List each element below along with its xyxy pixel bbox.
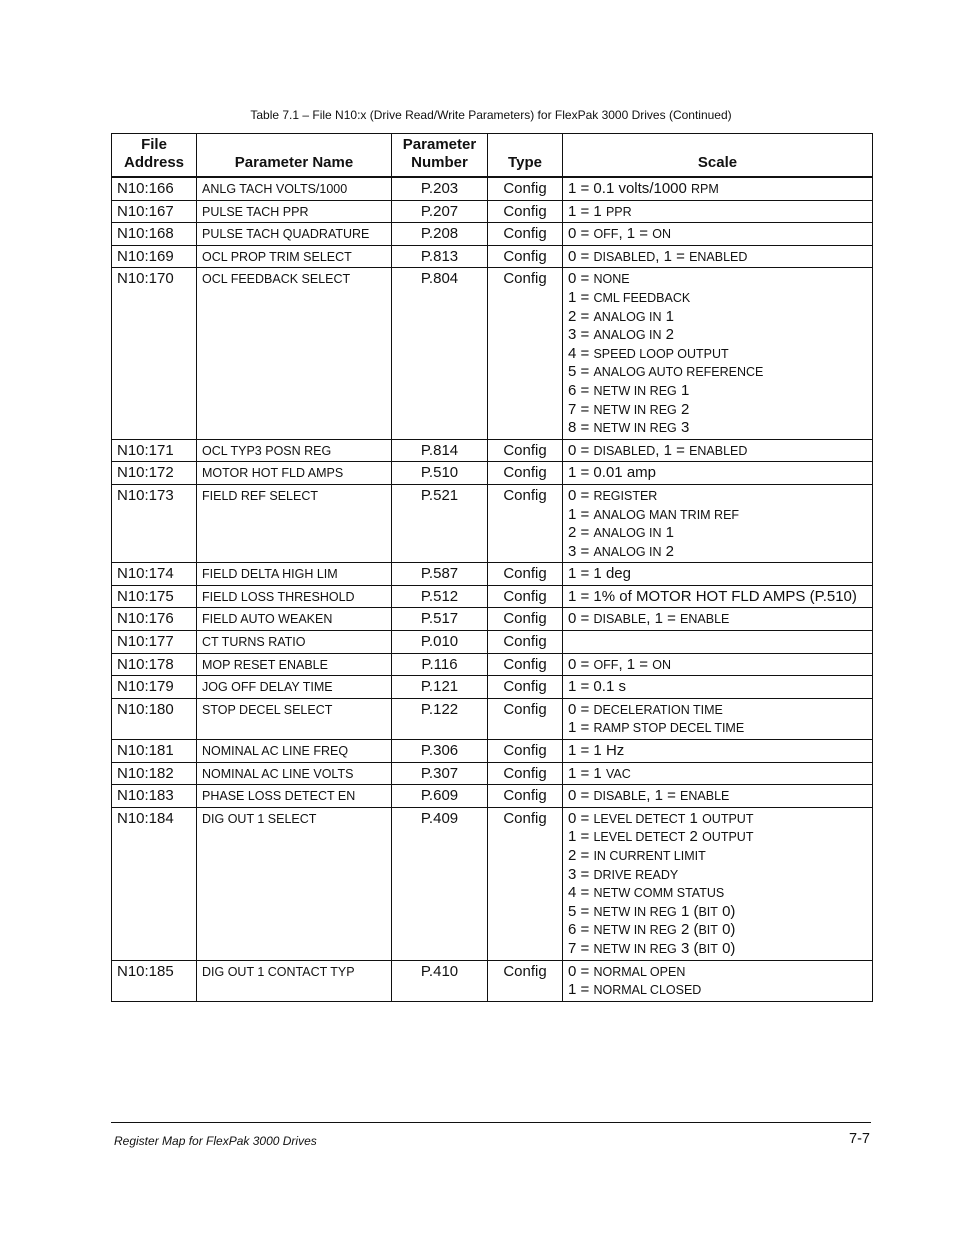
cell-parameter-name: PHASE LOSS DETECT EN xyxy=(197,785,392,808)
table-row xyxy=(112,268,873,439)
header-type: Type xyxy=(488,134,563,178)
cell-parameter-number: P.122 xyxy=(392,698,488,739)
cell-scale xyxy=(563,200,873,223)
scale-line: 2 = IN CURRENT LIMIT xyxy=(568,847,706,864)
cell-parameter-name: FIELD DELTA HIGH LIM xyxy=(197,563,392,586)
cell-scale xyxy=(563,462,873,485)
table-row xyxy=(112,653,873,676)
cell-file-address: N10:181 xyxy=(112,740,197,763)
cell-parameter-name: JOG OFF DELAY TIME xyxy=(197,676,392,699)
cell-parameter-number: P.306 xyxy=(392,740,488,763)
scale-line: 4 = SPEED LOOP OUTPUT xyxy=(568,344,729,362)
table-row xyxy=(112,698,873,739)
cell-file-address: N10:170 xyxy=(112,268,197,439)
cell-type: Config xyxy=(488,676,563,699)
cell-type: Config xyxy=(488,200,563,223)
cell-type: Config xyxy=(488,960,563,1001)
cell-file-address: N10:166 xyxy=(112,177,197,200)
cell-type: Config xyxy=(488,439,563,462)
cell-file-address: N10:183 xyxy=(112,785,197,808)
cell-scale xyxy=(563,762,873,785)
cell-scale xyxy=(563,484,873,562)
parameters-table xyxy=(111,133,873,1002)
page-number: 7-7 xyxy=(849,1131,870,1147)
cell-parameter-number: P.587 xyxy=(392,563,488,586)
cell-parameter-number: P.208 xyxy=(392,223,488,246)
cell-type: Config xyxy=(488,177,563,200)
cell-parameter-number: P.609 xyxy=(392,785,488,808)
cell-parameter-number: P.010 xyxy=(392,631,488,654)
scale-line: 0 = OFF, 1 = ON xyxy=(568,655,671,673)
cell-file-address: N10:179 xyxy=(112,676,197,699)
cell-parameter-number: P.203 xyxy=(392,177,488,200)
cell-scale xyxy=(563,439,873,462)
cell-parameter-number: P.814 xyxy=(392,439,488,462)
scale-line: 8 = NETW IN REG 3 xyxy=(568,419,690,437)
cell-file-address: N10:184 xyxy=(112,807,197,960)
cell-file-address: N10:171 xyxy=(112,439,197,462)
cell-type: Config xyxy=(488,223,563,246)
scale-line: 5 = ANALOG AUTO REFERENCE xyxy=(568,363,764,381)
cell-scale xyxy=(563,223,873,246)
cell-parameter-name: OCL FEEDBACK SELECT xyxy=(197,268,392,439)
table-row xyxy=(112,585,873,608)
cell-scale xyxy=(563,676,873,699)
scale-line: 1 = 1 deg xyxy=(568,565,631,583)
table-row xyxy=(112,676,873,699)
scale-line: 0 = DISABLED, 1 = ENABLED xyxy=(568,441,748,459)
cell-type: Config xyxy=(488,268,563,439)
cell-parameter-name: PULSE TACH QUADRATURE xyxy=(197,223,392,246)
cell-parameter-number: P.512 xyxy=(392,585,488,608)
scale-line: 6 = NETW IN REG 1 xyxy=(568,381,690,399)
footer-divider xyxy=(111,1122,871,1123)
table-row xyxy=(112,563,873,586)
header-file-address: File Address xyxy=(112,134,197,178)
cell-type: Config xyxy=(488,653,563,676)
cell-parameter-number: P.409 xyxy=(392,807,488,960)
cell-parameter-number: P.116 xyxy=(392,653,488,676)
footer-title: Register Map for FlexPak 3000 Drives xyxy=(114,1134,317,1148)
table-row xyxy=(112,223,873,246)
cell-file-address: N10:182 xyxy=(112,762,197,785)
cell-parameter-name: OCL PROP TRIM SELECT xyxy=(197,245,392,268)
cell-scale xyxy=(563,608,873,631)
cell-scale xyxy=(563,245,873,268)
scale-line xyxy=(568,633,867,652)
cell-file-address: N10:169 xyxy=(112,245,197,268)
table-row xyxy=(112,439,873,462)
cell-type: Config xyxy=(488,740,563,763)
scale-line: 0 = NORMAL OPEN xyxy=(568,962,686,980)
scale-line: 0 = OFF, 1 = ON xyxy=(568,225,671,243)
cell-scale xyxy=(563,653,873,676)
table-body xyxy=(112,177,873,1001)
scale-line: 0 = NONE xyxy=(568,270,630,288)
table-row xyxy=(112,200,873,223)
cell-file-address: N10:175 xyxy=(112,585,197,608)
cell-parameter-number: P.410 xyxy=(392,960,488,1001)
scale-line: 2 = ANALOG IN 1 xyxy=(568,307,675,325)
scale-line: 3 = ANALOG IN 2 xyxy=(568,542,675,560)
cell-file-address: N10:176 xyxy=(112,608,197,631)
table-row xyxy=(112,631,873,654)
cell-file-address: N10:174 xyxy=(112,563,197,586)
scale-line: 5 = NETW IN REG 1 (BIT 0) xyxy=(568,902,736,920)
cell-parameter-name: FIELD AUTO WEAKEN xyxy=(197,608,392,631)
cell-parameter-name: NOMINAL AC LINE FREQ xyxy=(197,740,392,763)
cell-scale xyxy=(563,698,873,739)
scale-line: 1 = 1% of MOTOR HOT FLD AMPS (P.510) xyxy=(568,587,857,605)
scale-line: 0 = DISABLE, 1 = ENABLE xyxy=(568,787,730,805)
cell-type: Config xyxy=(488,785,563,808)
header-parameter-name: Parameter Name xyxy=(197,134,392,178)
cell-parameter-number: P.510 xyxy=(392,462,488,485)
cell-type: Config xyxy=(488,608,563,631)
scale-line: 1 = LEVEL DETECT 2 OUTPUT xyxy=(568,828,754,846)
cell-parameter-name: STOP DECEL SELECT xyxy=(197,698,392,739)
scale-line: 1 = 1 PPR xyxy=(568,202,632,220)
cell-scale xyxy=(563,585,873,608)
cell-type: Config xyxy=(488,807,563,960)
cell-file-address: N10:168 xyxy=(112,223,197,246)
scale-line: 1 = NORMAL CLOSED xyxy=(568,981,702,999)
cell-type: Config xyxy=(488,585,563,608)
cell-parameter-number: P.804 xyxy=(392,268,488,439)
cell-parameter-name: FIELD REF SELECT xyxy=(197,484,392,562)
cell-type: Config xyxy=(488,484,563,562)
cell-file-address: N10:167 xyxy=(112,200,197,223)
cell-parameter-name: MOTOR HOT FLD AMPS xyxy=(197,462,392,485)
scale-line: 1 = CML FEEDBACK xyxy=(568,288,691,306)
cell-file-address: N10:177 xyxy=(112,631,197,654)
cell-scale xyxy=(563,177,873,200)
scale-line: 1 = ANALOG MAN TRIM REF xyxy=(568,505,740,523)
cell-type: Config xyxy=(488,631,563,654)
cell-file-address: N10:173 xyxy=(112,484,197,562)
cell-parameter-name: CT TURNS RATIO xyxy=(197,631,392,654)
table-row xyxy=(112,177,873,200)
cell-parameter-number: P.521 xyxy=(392,484,488,562)
cell-scale xyxy=(563,807,873,960)
table-row xyxy=(112,484,873,562)
cell-parameter-name: FIELD LOSS THRESHOLD xyxy=(197,585,392,608)
cell-file-address: N10:178 xyxy=(112,653,197,676)
cell-parameter-name: PULSE TACH PPR xyxy=(197,200,392,223)
cell-scale xyxy=(563,785,873,808)
table-row xyxy=(112,762,873,785)
cell-parameter-number: P.813 xyxy=(392,245,488,268)
cell-scale xyxy=(563,631,873,654)
cell-type: Config xyxy=(488,245,563,268)
scale-line: 0 = LEVEL DETECT 1 OUTPUT xyxy=(568,809,754,827)
table-row xyxy=(112,462,873,485)
table-header-row xyxy=(112,134,873,178)
cell-parameter-name: OCL TYP3 POSN REG xyxy=(197,439,392,462)
cell-type: Config xyxy=(488,762,563,785)
cell-parameter-number: P.307 xyxy=(392,762,488,785)
table-row xyxy=(112,960,873,1001)
table-caption: Table 7.1 – File N10:x (Drive Read/Write Parameters) for FlexPak 3000 Drives (Continued) xyxy=(250,108,732,122)
scale-line: 6 = NETW IN REG 2 (BIT 0) xyxy=(568,921,736,939)
cell-scale xyxy=(563,960,873,1001)
cell-file-address: N10:180 xyxy=(112,698,197,739)
scale-line: 3 = DRIVE READY xyxy=(568,865,679,883)
cell-file-address: N10:172 xyxy=(112,462,197,485)
table-row xyxy=(112,740,873,763)
scale-line: 4 = NETW COMM STATUS xyxy=(568,884,725,902)
scale-line: 7 = NETW IN REG 2 xyxy=(568,400,690,418)
table-row xyxy=(112,245,873,268)
table-row xyxy=(112,608,873,631)
table-row xyxy=(112,785,873,808)
cell-type: Config xyxy=(488,698,563,739)
scale-line: 3 = ANALOG IN 2 xyxy=(568,326,675,344)
header-scale: Scale xyxy=(563,134,873,178)
scale-line: 0 = DISABLED, 1 = ENABLED xyxy=(568,247,748,265)
cell-type: Config xyxy=(488,462,563,485)
scale-line: 0 = DECELERATION TIME xyxy=(568,700,723,718)
cell-scale xyxy=(563,268,873,439)
scale-line: 2 = ANALOG IN 1 xyxy=(568,524,675,542)
cell-parameter-name: ANLG TACH VOLTS/1000 xyxy=(197,177,392,200)
scale-line: 1 = 1 Hz xyxy=(568,742,625,760)
cell-scale xyxy=(563,740,873,763)
header-parameter-number: Parameter Number xyxy=(392,134,488,178)
scale-line: 0 = REGISTER xyxy=(568,486,658,504)
cell-parameter-name: MOP RESET ENABLE xyxy=(197,653,392,676)
cell-parameter-name: DIG OUT 1 CONTACT TYP xyxy=(197,960,392,1001)
scale-line: 1 = 0.1 volts/1000 RPM xyxy=(568,180,719,197)
cell-parameter-name: NOMINAL AC LINE VOLTS xyxy=(197,762,392,785)
cell-parameter-number: P.517 xyxy=(392,608,488,631)
table-row xyxy=(112,807,873,960)
scale-line: 1 = 1 VAC xyxy=(568,764,631,782)
cell-parameter-name: DIG OUT 1 SELECT xyxy=(197,807,392,960)
cell-parameter-number: P.121 xyxy=(392,676,488,699)
cell-file-address: N10:185 xyxy=(112,960,197,1001)
scale-line: 1 = 0.01 amp xyxy=(568,464,656,482)
scale-line: 1 = 0.1 s xyxy=(568,678,626,696)
scale-line: 7 = NETW IN REG 3 (BIT 0) xyxy=(568,939,736,957)
cell-parameter-number: P.207 xyxy=(392,200,488,223)
cell-type: Config xyxy=(488,563,563,586)
scale-line: 1 = RAMP STOP DECEL TIME xyxy=(568,719,745,737)
scale-line: 0 = DISABLE, 1 = ENABLE xyxy=(568,610,730,628)
cell-scale xyxy=(563,563,873,586)
